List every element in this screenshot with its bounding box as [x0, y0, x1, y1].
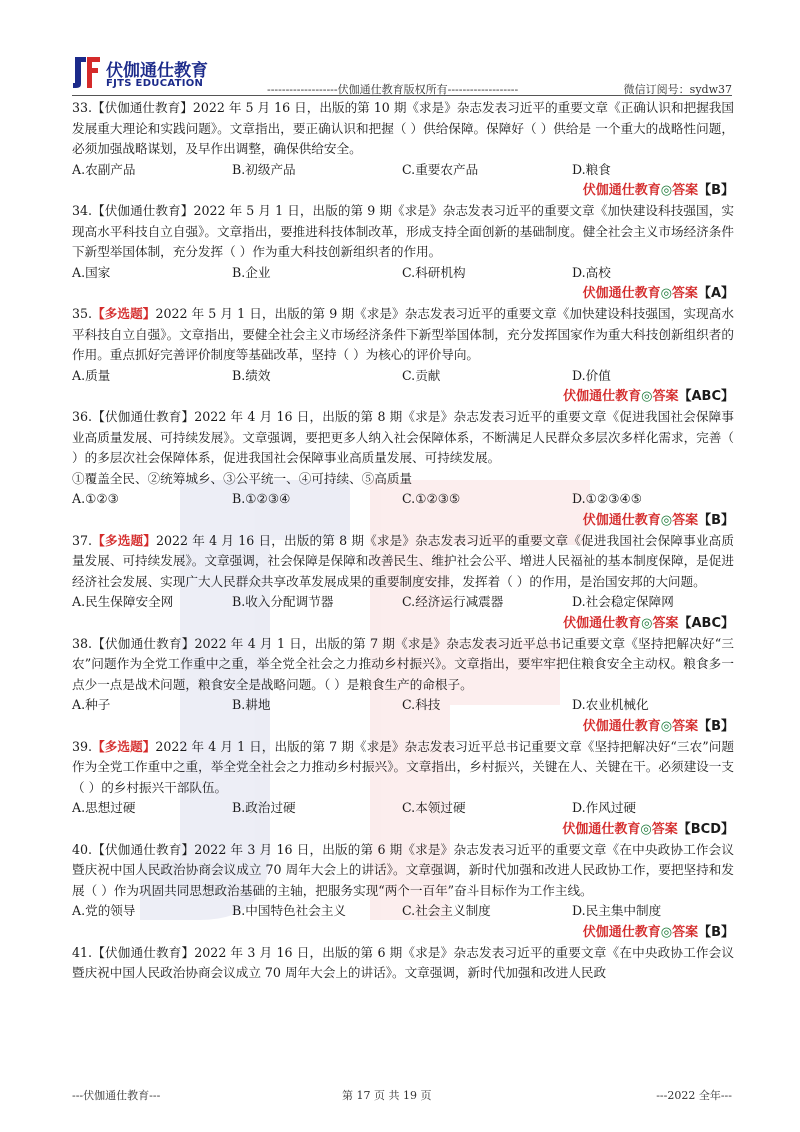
wechat-id: 微信订阅号：sydw37	[623, 83, 732, 96]
question-block	[72, 531, 734, 634]
question-body: 2022 年 3 月 16 日，出版的第 6 期《求是》杂志发表习近平的重要文章《在中央政协工作会议暨庆祝中国人民政治协商会议成立 70 周年大会上的讲话》。文章强调，新时代加强和改进人民政协工作，要把坚持和发展（ ）作为巩固共同思想政治基础的主轴，把服务实现“两个一百年”奋斗目标作为工作主线。	[72, 841, 735, 898]
question-body: 2022 年 4 月 1 日，出版的第 7 期《求是》杂志发表习近平总书记重要文章《坚持把解决好“三农”问题作为全党工作重中之重，举全党全社会之力推动乡村振兴》。文章指出，乡村振兴，关键在人、关键在干。必须建设一支（ ）的乡村振兴干部队伍。	[72, 738, 734, 795]
answer-value: 【B】	[698, 183, 734, 198]
question-body: 2022 年 4 月 1 日，出版的第 7 期《求是》杂志发表习近平总书记重要文章《坚持把解决好“三农”问题作为全党工作重中之重，举全党全社会之力推动乡村振兴》。文章指出，要牢牢把住粮食安全主动权。粮食多一点少一点是战术问题，粮食安全是战略问题。（ ）是粮食生产的命根子。	[72, 635, 734, 692]
option-c: C.科研机构	[402, 264, 466, 280]
question-number: 33.	[72, 100, 93, 115]
answer-mark-icon: ◎	[660, 512, 673, 528]
question-block	[72, 304, 734, 407]
answer-mark-icon: ◎	[660, 183, 673, 198]
answer-label: 答案	[651, 821, 678, 837]
footer-right: ---2022 全年---	[656, 1089, 732, 1102]
answer-brand: 伏伽通仕教育	[582, 924, 661, 940]
option-c: C.社会主义制度	[402, 903, 491, 918]
header-divider	[72, 95, 732, 96]
question-source: 【伏伽通仕教育】	[92, 635, 195, 651]
answer-mark-icon: ◎	[660, 718, 673, 734]
logo-en-text: FJTS EDUCATION	[106, 78, 204, 89]
option-a: A.①②③	[72, 491, 119, 506]
question-body: 2022 年 4 月 16 日，出版的第 8 期《求是》杂志发表习近平的重要文章《促进我国社会保障事业高质量发展、可持续发展》。文章强调，社会保障是保障和改善民生、维护社会公平、增进人民福祉的基本制度保障，是促进经济社会发展、实现广大人民群众共享改革发展成果的重要制度安排，发挥着（ ）的作用，是治国安邦的大问题。	[72, 532, 735, 589]
answer-brand: 伏伽通仕教育	[582, 512, 661, 528]
question-text	[72, 737, 734, 799]
option-b: B.收入分配调节器	[232, 594, 334, 609]
question-text	[72, 634, 734, 696]
page-number: 第 17 页 共 19 页	[342, 1089, 432, 1102]
answer-label: 答案	[652, 615, 679, 631]
answer-value: 【BCD】	[677, 821, 734, 837]
answer-mark-icon: ◎	[641, 389, 653, 404]
option-row	[72, 263, 734, 284]
question-text	[72, 531, 734, 593]
multi-choice-tag: 【多选题】	[92, 532, 156, 548]
question-body: 2022 年 5 月 16 日，出版的第 10 期《求是》杂志发表习近平的重要文章《正确认识和把握我国发展重大理论和实践问题》。文章指出，要正确认识和把握（ ）供给保障。保障好（ ）供给是 一个重大的战略性问题，必须加强战略谋划，及早作出调整，确保供给安全。	[72, 100, 735, 156]
answer-label: 答案	[672, 183, 699, 198]
answer-brand: 伏伽通仕教育	[563, 615, 642, 631]
answer-line	[72, 819, 734, 840]
question-text	[72, 201, 734, 263]
footer-left: ---伏伽通仕教育---	[72, 1089, 161, 1102]
logo-cn-text: 伏伽通仕教育	[106, 61, 208, 81]
question-source: 【伏伽通仕教育】	[92, 944, 195, 960]
question-number: 35.	[72, 306, 93, 321]
question-block	[72, 407, 734, 531]
answer-line	[72, 922, 734, 943]
question-body: 2022 年 3 月 16 日，出版的第 6 期《求是》杂志发表习近平的重要文章《在中央政协工作会议暨庆祝中国人民政治协商会议成立 70 周年大会上的讲话》。文章强调，新时代加强和改进人民政	[72, 944, 735, 980]
question-source: 【伏伽通仕教育】	[92, 841, 195, 857]
logo-icon	[72, 54, 102, 90]
answer-mark-icon: ◎	[641, 615, 653, 631]
option-d: D.作风过硬	[572, 800, 637, 815]
answer-line	[72, 386, 734, 407]
answer-line	[72, 716, 734, 737]
option-a: A.党的领导	[72, 903, 136, 918]
question-list	[72, 98, 734, 984]
answer-brand: 伏伽通仕教育	[562, 821, 641, 837]
question-block	[72, 98, 734, 201]
answer-mark-icon: ◎	[660, 286, 672, 301]
option-b: B.初级产品	[232, 161, 296, 177]
option-a: A.国家	[72, 264, 111, 280]
question-number: 40.	[72, 841, 93, 857]
question-body: 2022 年 5 月 1 日，出版的第 9 期《求是》杂志发表习近平的重要文章《加快建设科技强国，实现高水平科技自立自强》。文章指出，要推进科技体制改革，形成支持全面创新的基础制度。健全社会主义市场经济条件下新型举国体制，充分发挥（ ）作为重大科技创新组织者的作用。	[72, 203, 734, 259]
question-items: ①覆盖全民、②统筹城乡、③公平统一、④可持续、⑤高质量	[72, 470, 413, 486]
answer-mark-icon: ◎	[640, 821, 652, 837]
multi-choice-tag: 【多选题】	[92, 306, 156, 321]
option-d: D.社会稳定保障网	[572, 594, 674, 609]
question-text	[72, 407, 734, 469]
option-d: D.粮食	[572, 161, 611, 177]
answer-line	[72, 613, 734, 634]
answer-line	[72, 510, 734, 531]
question-text	[72, 304, 734, 366]
copyright-text: -------------------伏伽通仕教育版权所有-------------------	[267, 83, 519, 96]
option-d: D.农业机械化	[572, 697, 649, 712]
answer-value: 【B】	[698, 924, 734, 940]
option-b: B.企业	[232, 264, 271, 280]
question-text	[72, 98, 734, 160]
question-number: 39.	[72, 738, 93, 754]
option-row	[72, 366, 734, 387]
option-row	[72, 592, 734, 613]
question-block	[72, 840, 734, 943]
answer-label: 答案	[671, 286, 698, 301]
option-a: A.思想过硬	[72, 800, 136, 815]
answer-brand: 伏伽通仕教育	[582, 286, 661, 301]
question-text	[72, 943, 734, 984]
question-text	[72, 840, 734, 902]
option-b: B.中国特色社会主义	[232, 903, 347, 918]
option-c: C.贡献	[402, 367, 441, 383]
option-a: A.民生保障安全网	[72, 594, 174, 609]
answer-value: 【A】	[697, 286, 734, 301]
option-c: C.科技	[402, 697, 441, 712]
option-d: D.价值	[572, 367, 611, 383]
answer-label: 答案	[672, 718, 699, 734]
option-c: C.经济运行减震器	[402, 594, 504, 609]
page-header	[72, 48, 732, 94]
option-c: C.本领过硬	[402, 800, 466, 815]
option-d: D.高校	[572, 264, 611, 280]
option-row	[72, 160, 734, 181]
answer-brand: 伏伽通仕教育	[582, 718, 661, 734]
option-a: A.质量	[72, 367, 111, 383]
option-c: C.重要农产品	[402, 161, 479, 177]
question-number: 38.	[72, 635, 93, 651]
option-d: D.民主集中制度	[572, 903, 662, 918]
answer-label: 答案	[672, 512, 699, 528]
option-b: B.①②③④	[232, 491, 291, 506]
question-source: 【伏伽通仕教育】	[92, 100, 193, 115]
multi-choice-tag: 【多选题】	[92, 738, 156, 754]
option-row	[72, 489, 734, 510]
question-block	[72, 737, 734, 840]
question-block	[72, 943, 734, 984]
answer-value: 【B】	[698, 512, 734, 528]
option-b: B.绩效	[232, 367, 271, 383]
option-b: B.政治过硬	[232, 800, 296, 815]
option-d: D.①②③④⑤	[572, 491, 643, 506]
answer-brand: 伏伽通仕教育	[582, 183, 661, 198]
question-number: 34.	[72, 203, 93, 218]
answer-label: 答案	[652, 389, 679, 404]
answer-value: 【ABC】	[678, 615, 734, 631]
question-number: 36.	[72, 409, 93, 424]
answer-label: 答案	[672, 924, 699, 940]
option-c: C.①②③⑤	[402, 491, 461, 506]
answer-line	[72, 283, 734, 304]
option-row	[72, 901, 734, 922]
answer-brand: 伏伽通仕教育	[563, 389, 642, 404]
answer-mark-icon: ◎	[660, 924, 673, 940]
question-body: 2022 年 4 月 16 日，出版的第 8 期《求是》杂志发表习近平的重要文章《促进我国社会保障事业高质量发展、可持续发展》。文章强调，要把更多人纳入社会保障体系，不断满足人民群众多层次多样化需求，完善（ ）的多层次社会保障体系，促进我国社会保障事业高质量发展、可持续发展。	[72, 409, 735, 465]
option-a: A.农副产品	[72, 161, 136, 177]
question-number: 37.	[72, 532, 93, 548]
option-row	[72, 695, 734, 716]
question-block	[72, 201, 734, 304]
question-number: 41.	[72, 944, 93, 960]
answer-value: 【ABC】	[678, 389, 734, 404]
question-source: 【伏伽通仕教育】	[92, 409, 195, 424]
answer-value: 【B】	[698, 718, 734, 734]
question-body: 2022 年 5 月 1 日，出版的第 9 期《求是》杂志发表习近平的重要文章《加快建设科技强国，实现高水平科技自立自强》。文章指出，要健全社会主义市场经济条件下新型举国体制，充分发挥国家作为重大科技创新组织者的作用。重点抓好完善评价制度等基础改革，坚持（ ）为核心的评价导向。	[72, 306, 734, 362]
option-a: A.种子	[72, 697, 111, 712]
question-source: 【伏伽通仕教育】	[92, 203, 194, 218]
option-b: B.耕地	[232, 697, 271, 712]
option-row	[72, 798, 734, 819]
question-block	[72, 634, 734, 737]
answer-line	[72, 180, 734, 201]
